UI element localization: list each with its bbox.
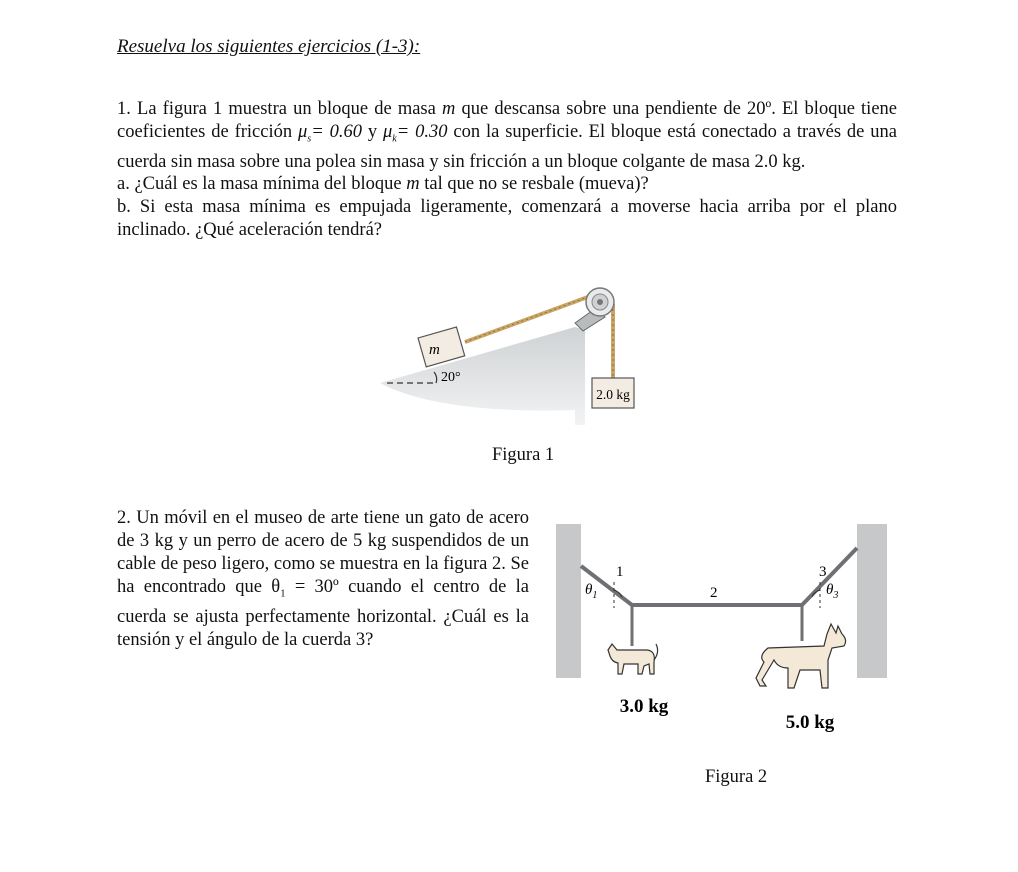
left-wall xyxy=(556,524,581,678)
cord-3-label: 3 xyxy=(819,564,827,580)
incline-surface xyxy=(380,327,585,425)
problem-2: 2. Un móvil en el museo de arte tiene un gato de acero de 3 kg y un perro de acero de 5 kg suspendidos de un cable de peso ligero, como se muestra en la figura 2. Se ha encontrado que $\theta_1$ = 30º cuando el centro de la cuerda se ajusta perfectamente horizontal. ¿Cuál es la tensión y el ángulo de la cuerda 3? xyxy=(117,508,529,650)
problem-1-part-a: a. ¿Cuál es la masa mínima del bloque m tal que no se resbale (mueva)? xyxy=(117,174,649,195)
figure-2-diagram xyxy=(552,520,892,740)
figure-1-caption: Figura 1 xyxy=(492,445,555,465)
cat-figure xyxy=(608,644,658,674)
block-m-label: m xyxy=(429,342,440,358)
hanging-block-label: 2.0 kg xyxy=(596,387,630,402)
cord-1-label: 1 xyxy=(616,564,624,580)
theta-1-label: $\theta_1$ xyxy=(585,582,598,601)
page-heading: Resuelva los siguientes ejercicios (1-3): xyxy=(117,36,421,57)
theta-3-label: $\theta_3$ xyxy=(826,582,839,601)
cat-mass-label: 3.0 kg xyxy=(619,696,669,717)
problem-1-statement: 1. La figura 1 muestra un bloque de masa m que descansa sobre una pendiente de 20º. El bloque tiene coeficientes de fricción $\mu_s= 0.60$ y $\mu_k= 0.30$ con la superficie. El bloque está conectado a través de una cuerda sin masa sobre una polea sin masa y sin fricción a un bloque colgante de masa 2.0 kg. xyxy=(117,99,897,172)
problem-1 xyxy=(117,98,897,241)
problem-1-part-b: b. Si esta masa mínima es empujada ligeramente, comenzará a moverse hacia arriba por el plano inclinado. ¿Qué aceleración tendrá? xyxy=(117,197,897,240)
angle-label: 20° xyxy=(441,370,461,385)
cord-2-label: 2 xyxy=(710,585,718,601)
dog-mass-label: 5.0 kg xyxy=(785,712,835,733)
right-wall xyxy=(857,524,887,678)
figure-1-diagram xyxy=(370,280,650,430)
figure-2-caption: Figura 2 xyxy=(705,767,768,787)
